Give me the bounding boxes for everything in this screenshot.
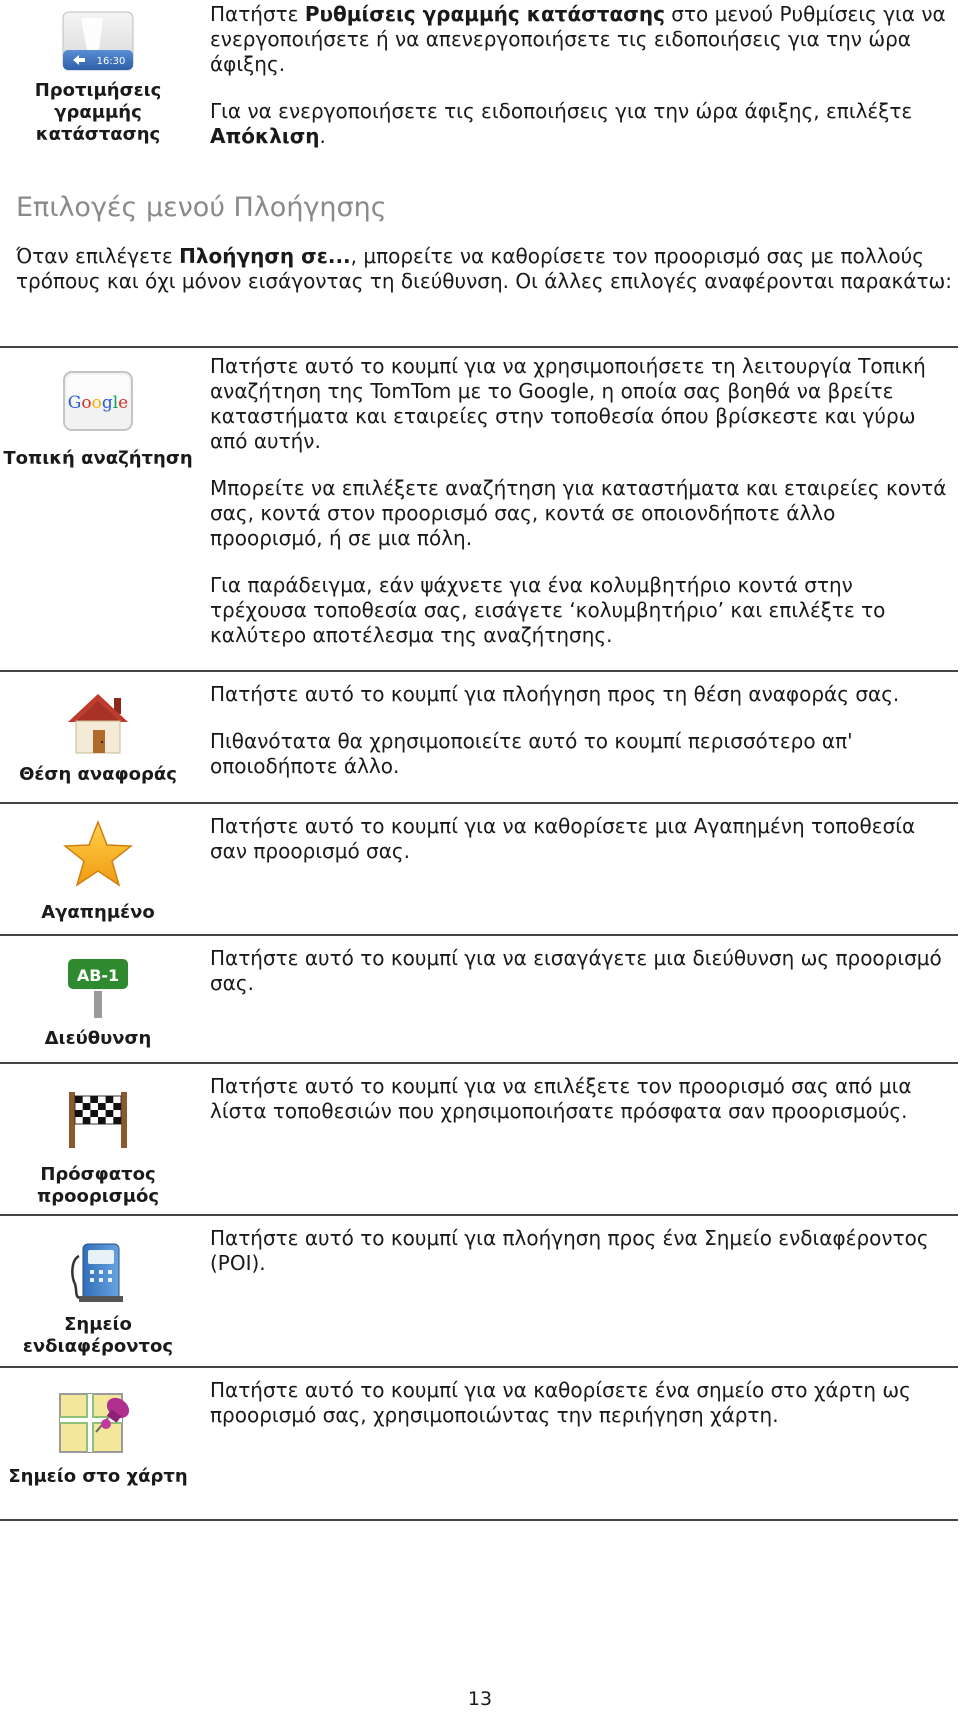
paragraph: Πατήστε αυτό το κουμπί για να χρησιμοποιήσετε τη λειτουργία Τοπική αναζήτηση της TomTom με το Google, η οποία σας βοηθά να βρείτε καταστήματα και εταιρείες στην τοποθεσία όπου βρίσκεστε και γύρω από αυτήν. [210, 354, 926, 453]
paragraph: Πατήστε Ρυθμίσεις γραμμής κατάστασης στο μενού Ρυθμίσεις για να ενεργοποιήσετε ή να απενεργοποιήσετε τις ειδοποιήσεις για την ώρα άφιξης. [210, 2, 946, 76]
point-of-interest-caption: Σημείο ενδιαφέροντος [22, 1314, 174, 1357]
page-number: 13 [467, 1688, 493, 1710]
svg-text:Google: Google [67, 393, 129, 413]
paragraph: Πατήστε αυτό το κουμπί για πλοήγηση προς τη θέση αναφοράς σας. [210, 682, 900, 706]
menu-option-favourite [0, 802, 958, 936]
fuel-pump-icon [69, 1240, 127, 1304]
menu-option-recent-destination [0, 1062, 958, 1216]
svg-text:AB-1: AB-1 [76, 966, 120, 985]
paragraph: Πατήστε αυτό το κουμπί για πλοήγηση προς ένα Σημείο ενδιαφέροντος (POI). [210, 1226, 929, 1275]
paragraph: Πατήστε αυτό το κουμπί για να επιλέξετε τον προορισμό σας από μια λίστα τοποθεσιών που χρησιμοποιήσατε πρόσφατα σαν προορισμούς. [210, 1074, 912, 1123]
checkered-flag-icon [63, 1090, 133, 1148]
deviation-term: Απόκλιση [210, 124, 320, 148]
paragraph: Μπορείτε να επιλέξετε αναζήτηση για καταστήματα και εταιρείες κοντά σας, κοντά στον προορισμό σας, κοντά σε οποιονδήποτε άλλο προορισμό, ή σε μια πόλη. [210, 476, 947, 550]
menu-option-point-on-map [0, 1366, 958, 1521]
svg-text:16:30: 16:30 [96, 56, 126, 67]
table-bottom-rule [0, 1519, 958, 1521]
status-bar-icon [61, 10, 135, 72]
home-caption: Θέση αναφοράς [19, 764, 177, 785]
paragraph: Πιθανότατα θα χρησιμοποιείτε αυτό το κουμπί περισσότερο απ' οποιοδήποτε άλλο. [210, 729, 853, 778]
point-on-map-caption: Σημείο στο χάρτη [8, 1466, 188, 1487]
menu-option-home [0, 670, 958, 804]
paragraph: Για να ενεργοποιήσετε τις ειδοποιήσεις για την ώρα άφιξης, επιλέξτε Απόκλιση. [210, 99, 913, 148]
menu-option-point-of-interest [0, 1214, 958, 1368]
section-intro: Όταν επιλέγετε Πλοήγηση σε..., μπορείτε να καθορίσετε τον προορισμό σας με πολλούς τρόπους και όχι μόνον εισάγοντας τη διεύθυνση. Οι άλλες επιλογές αναφέρονται παρακάτω: [16, 244, 952, 293]
paragraph: Για παράδειγμα, εάν ψάχνετε για ένα κολυμβητήριο κοντά στην τρέχουσα τοποθεσία σας, εισάγετε ‘κολυμβητήριο’ και επιλέξτε το καλύτερο αποτέλεσμα της αναζήτησης. [210, 573, 886, 647]
address-caption: Διεύθυνση [44, 1028, 152, 1049]
navigate-to-term: Πλοήγηση σε... [179, 244, 351, 268]
favourite-caption: Αγαπημένο [41, 902, 155, 923]
paragraph: Πατήστε αυτό το κουμπί για να καθορίσετε μια Αγαπημένη τοποθεσία σαν προορισμό σας. [210, 814, 916, 863]
google-icon [62, 370, 134, 432]
status-bar-preferences-text [210, 2, 950, 171]
star-icon [63, 820, 133, 888]
section-title: Επιλογές μενού Πλοήγησης [16, 192, 387, 223]
status-bar-preferences-cell [18, 10, 178, 146]
status-bar-preferences-caption: Προτιμήσεις γραμμής κατάστασης [34, 80, 162, 145]
address-sign-icon [65, 954, 131, 1020]
menu-option-address [0, 934, 958, 1064]
local-search-caption: Τοπική αναζήτηση [3, 448, 193, 469]
settings-term: Ρυθμίσεις γραμμής κατάστασης [304, 2, 665, 26]
map-pin-icon [50, 1388, 146, 1456]
home-icon [66, 690, 130, 756]
paragraph: Πατήστε αυτό το κουμπί για να καθορίσετε ένα σημείο στο χάρτη ως προορισμό σας, χρησιμοποιώντας την περιήγηση χάρτη. [210, 1378, 911, 1427]
recent-destination-caption: Πρόσφατος προορισμός [36, 1164, 160, 1207]
paragraph: Πατήστε αυτό το κουμπί για να εισαγάγετε μια διεύθυνση ως προορισμό σας. [210, 946, 942, 995]
menu-option-local-search [0, 346, 958, 672]
